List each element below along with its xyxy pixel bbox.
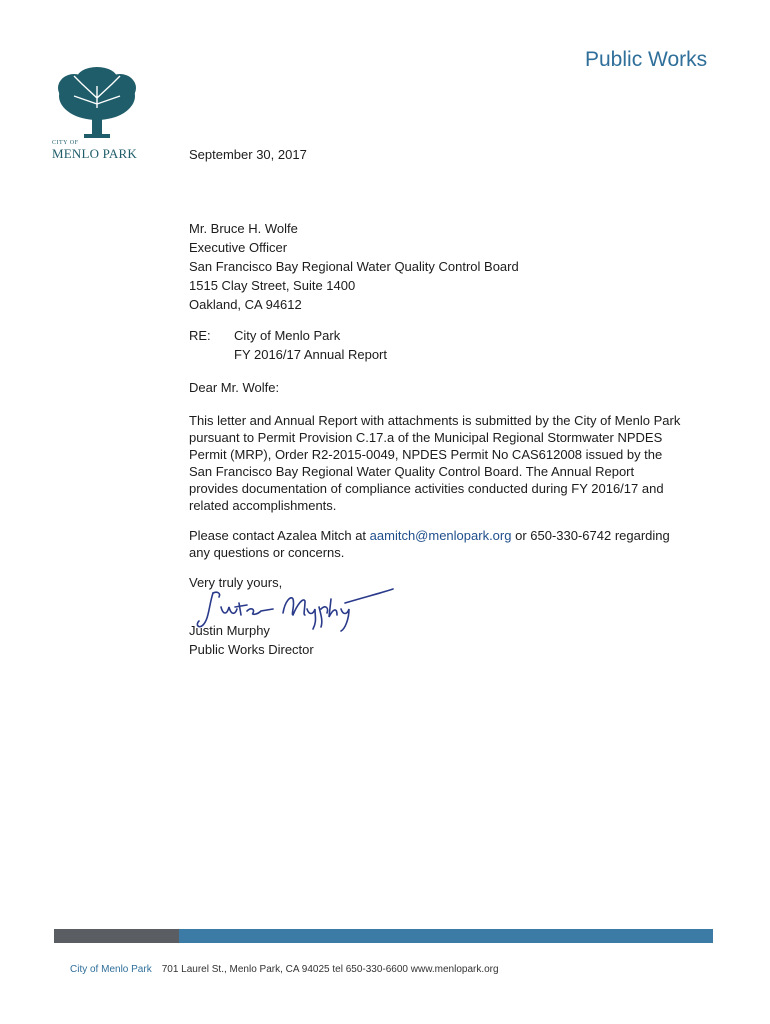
body-line: pursuant to Permit Provision C.17.a of the Municipal Regional Stormwater NPDES [189,430,663,445]
re-line: City of Menlo Park [234,328,341,343]
re-line: FY 2016/17 Annual Report [234,347,387,362]
recipient-line: San Francisco Bay Regional Water Quality Control Board [189,259,519,274]
closing: Very truly yours, [189,575,283,590]
contact-suffix: or 650-330-6742 regarding [511,528,670,543]
recipient-line: 1515 Clay Street, Suite 1400 [189,278,356,293]
footer-bar-dark [54,929,179,943]
contact-line [189,527,670,544]
re-subject [234,327,387,365]
recipient-line: Oakland, CA 94612 [189,297,302,312]
contact-prefix: Please contact Azalea Mitch at [189,528,370,543]
signer-block [189,622,314,660]
footer [70,964,499,975]
signer-title: Public Works Director [189,642,314,657]
oak-tree-icon [52,66,142,140]
signer-name: Justin Murphy [189,623,270,638]
contact-paragraph [189,527,670,561]
body-paragraph [189,412,680,514]
city-logo [52,66,152,164]
footer-bar-blue [179,929,713,943]
body-line: provides documentation of compliance activities conducted during FY 2016/17 and [189,481,664,496]
footer-bar [54,929,713,943]
logo-city-label: CITY OF [52,140,79,146]
logo-city-name: MENLO PARK [52,146,137,161]
salutation: Dear Mr. Wolfe: [189,380,280,395]
body-line: Permit (MRP), Order R2-2015-0049, NPDES Permit No CAS612008 issued by the [189,447,663,462]
footer-org: City of Menlo Park [70,964,152,975]
recipient-line: Executive Officer [189,240,288,255]
recipient-line: Mr. Bruce H. Wolfe [189,221,298,236]
recipient-address [189,220,519,315]
body-line: This letter and Annual Report with attachments is submitted by the City of Menlo Park [189,413,681,428]
body-line: related accomplishments. [189,498,337,513]
body-line: San Francisco Bay Regional Water Quality Control Board. The Annual Report [189,464,635,479]
footer-address: 701 Laurel St., Menlo Park, CA 94025 tel 650-330-6600 www.menlopark.org [161,964,499,975]
contact-line: any questions or concerns. [189,545,345,560]
contact-email-link[interactable]: aamitch@menlopark.org [369,528,512,543]
re-label: RE: [189,328,211,343]
letter-date: September 30, 2017 [189,147,307,162]
department-heading: Public Works [585,48,708,71]
